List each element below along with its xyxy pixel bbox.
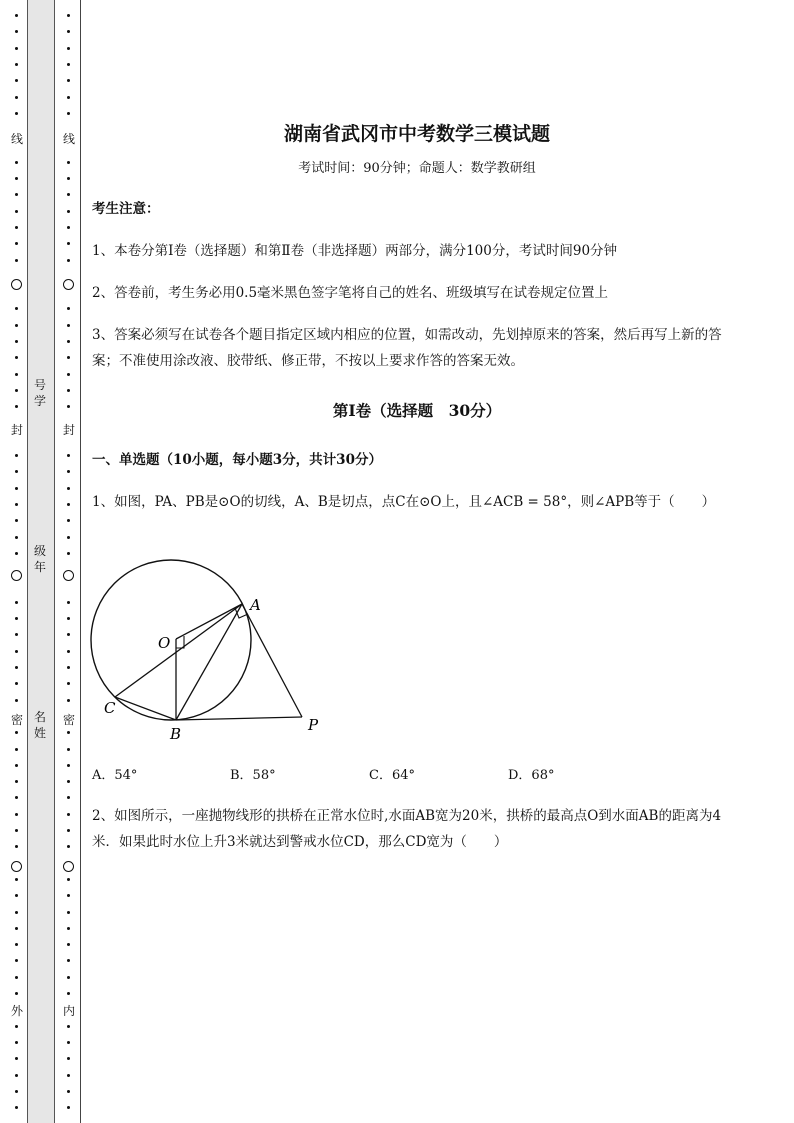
- binding-dot: [67, 161, 70, 164]
- binding-dot: [67, 601, 70, 604]
- name-label: 名 姓: [33, 710, 46, 740]
- binding-text-mark: 外: [10, 1004, 23, 1018]
- binding-dot: [67, 79, 70, 82]
- binding-dot: [67, 47, 70, 50]
- notice-item-3: 3、答案必须写在试卷各个题目指定区域内相应的位置，如需改动，先划掉原来的答案，然后再写上新的答案；不准使用涂改液、胶带纸、修正带，不按以上要求作答的答案无效。: [92, 327, 722, 369]
- label-b: B: [170, 725, 182, 743]
- binding-dot: [67, 1074, 70, 1077]
- binding-dot: [15, 976, 18, 979]
- binding-dot: [15, 536, 18, 539]
- question-1: 1、如图，PA、PB是⊙O的切线，A、B是切点，点C在⊙O上，且∠ACB = 58°，则∠APB等于（ ）: [92, 494, 716, 510]
- binding-dot: [15, 878, 18, 881]
- binding-dot: [67, 666, 70, 669]
- binding-dot: [67, 307, 70, 310]
- binding-dot: [67, 682, 70, 685]
- binding-dot: [15, 552, 18, 555]
- binding-dot: [15, 992, 18, 995]
- chord-ca: [115, 604, 242, 697]
- binding-dot: [15, 112, 18, 115]
- binding-dot: [15, 226, 18, 229]
- binding-dot: [15, 79, 18, 82]
- binding-dot: [15, 943, 18, 946]
- q1-option-b[interactable]: B．58°: [230, 768, 276, 783]
- binding-dot: [67, 992, 70, 995]
- binding-dot: [15, 894, 18, 897]
- q1-figure: [88, 550, 328, 745]
- binding-dot: [67, 259, 70, 262]
- binding-circle-mark: [63, 861, 74, 872]
- binding-dot: [15, 454, 18, 457]
- q1-option-d[interactable]: D．68°: [508, 768, 555, 783]
- binding-dot: [67, 536, 70, 539]
- binding-dot: [67, 14, 70, 17]
- binding-dot: [67, 405, 70, 408]
- binding-dot: [67, 699, 70, 702]
- binding-text-mark: 线: [62, 132, 75, 146]
- binding-dot: [15, 193, 18, 196]
- binding-dot: [15, 780, 18, 783]
- q1-option-a[interactable]: A．54°: [92, 768, 138, 783]
- binding-dot: [67, 1106, 70, 1109]
- binding-circle-mark: [63, 279, 74, 290]
- binding-dot: [67, 193, 70, 196]
- binding-dot: [15, 340, 18, 343]
- tangent-pa: [242, 604, 302, 717]
- binding-dot: [67, 617, 70, 620]
- binding-dot: [67, 927, 70, 930]
- binding-dot: [67, 943, 70, 946]
- binding-dot: [15, 487, 18, 490]
- binding-dot: [67, 796, 70, 799]
- binding-dot: [67, 210, 70, 213]
- binding-dot: [67, 552, 70, 555]
- binding-dot: [15, 177, 18, 180]
- binding-dot: [15, 1025, 18, 1028]
- binding-dot: [15, 161, 18, 164]
- binding-dot: [15, 14, 18, 17]
- binding-dot: [15, 1041, 18, 1044]
- binding-dot: [15, 633, 18, 636]
- binding-dot: [67, 389, 70, 392]
- inner-dotted-line: [62, 0, 76, 1123]
- binding-dot: [67, 454, 70, 457]
- binding-dot: [67, 226, 70, 229]
- student-id-label: 号 学: [33, 378, 46, 408]
- binding-dot: [67, 911, 70, 914]
- binding-dot: [15, 601, 18, 604]
- binding-circle-mark: [63, 570, 74, 581]
- binding-dot: [67, 878, 70, 881]
- binding-dot: [15, 617, 18, 620]
- binding-dot: [67, 30, 70, 33]
- binding-dot: [15, 470, 18, 473]
- binding-dot: [15, 699, 18, 702]
- exam-info: 考试时间：90分钟；命题人：数学教研组: [298, 161, 536, 176]
- binding-dot: [67, 650, 70, 653]
- binding-dot: [15, 764, 18, 767]
- binding-dot: [67, 1025, 70, 1028]
- binding-text-mark: 内: [62, 1004, 75, 1018]
- binding-text-mark: 线: [10, 132, 23, 146]
- binding-dot: [67, 470, 70, 473]
- binding-dot: [67, 242, 70, 245]
- binding-dot: [67, 503, 70, 506]
- outer-dotted-line: [10, 0, 24, 1123]
- notice-item-2: 2、答卷前，考生务必用0.5毫米黑色签字笔将自己的姓名、班级填写在试卷规定位置上: [92, 285, 609, 301]
- binding-dot: [67, 1057, 70, 1060]
- binding-dot: [67, 63, 70, 66]
- binding-dot: [15, 389, 18, 392]
- notice-heading: 考生注意：: [92, 201, 160, 217]
- binding-dot: [67, 1090, 70, 1093]
- binding-dot: [15, 731, 18, 734]
- binding-dot: [15, 1090, 18, 1093]
- binding-dot: [67, 96, 70, 99]
- binding-dot: [15, 356, 18, 359]
- binding-dot: [15, 519, 18, 522]
- binding-dot: [15, 845, 18, 848]
- binding-dot: [15, 813, 18, 816]
- binding-dot: [15, 1074, 18, 1077]
- binding-dot: [15, 324, 18, 327]
- notice-item-1: 1、本卷分第I卷（选择题）和第Ⅱ卷（非选择题）两部分，满分100分，考试时间90分钟: [92, 243, 618, 259]
- q1-option-c[interactable]: C．64°: [369, 768, 415, 783]
- binding-margin: [0, 0, 82, 1123]
- binding-dot: [15, 1057, 18, 1060]
- binding-dot: [67, 633, 70, 636]
- binding-dot: [15, 373, 18, 376]
- binding-dot: [67, 845, 70, 848]
- binding-dot: [15, 242, 18, 245]
- binding-dot: [67, 519, 70, 522]
- binding-dot: [15, 47, 18, 50]
- binding-dot: [15, 829, 18, 832]
- binding-dot: [67, 487, 70, 490]
- binding-dot: [15, 307, 18, 310]
- binding-dot: [67, 731, 70, 734]
- binding-dot: [15, 63, 18, 66]
- binding-dot: [67, 813, 70, 816]
- binding-text-mark: 密: [10, 713, 23, 727]
- binding-rule: [80, 0, 81, 1123]
- page-title: 湖南省武冈市中考数学三模试题: [283, 123, 550, 145]
- part-heading: 一、单选题（10小题，每小题3分，共计30分）: [92, 452, 382, 468]
- binding-dot: [67, 894, 70, 897]
- binding-dot: [15, 650, 18, 653]
- binding-dot: [67, 976, 70, 979]
- binding-dot: [15, 666, 18, 669]
- binding-dot: [15, 259, 18, 262]
- label-p: P: [308, 716, 319, 734]
- binding-text-mark: 封: [62, 423, 75, 437]
- binding-dot: [15, 796, 18, 799]
- binding-dot: [15, 1106, 18, 1109]
- binding-dot: [15, 405, 18, 408]
- binding-dot: [15, 927, 18, 930]
- binding-text-mark: 密: [62, 713, 75, 727]
- binding-dot: [15, 911, 18, 914]
- tangent-pb: [176, 717, 302, 720]
- binding-dot: [67, 356, 70, 359]
- label-c: C: [104, 699, 116, 717]
- circle-o: [91, 560, 251, 720]
- binding-dot: [15, 748, 18, 751]
- binding-dot: [15, 682, 18, 685]
- binding-dot: [15, 959, 18, 962]
- binding-dot: [67, 780, 70, 783]
- binding-dot: [67, 959, 70, 962]
- binding-dot: [67, 177, 70, 180]
- binding-dot: [15, 30, 18, 33]
- section-title: 第I卷（选择题 30分）: [332, 401, 502, 420]
- question-2: 2、如图所示，一座抛物线形的拱桥在正常水位时,水面AB宽为20米，拱桥的最高点O到水面AB的距离为4米．如果此时水位上升3米就达到警戒水位CD，那么CD宽为（ ）: [92, 808, 722, 850]
- binding-dot: [67, 1041, 70, 1044]
- binding-dot: [67, 340, 70, 343]
- binding-dot: [67, 112, 70, 115]
- binding-circle-mark: [11, 570, 22, 581]
- binding-dot: [67, 748, 70, 751]
- binding-dot: [15, 503, 18, 506]
- class-label: 级 年: [33, 544, 46, 574]
- binding-circle-mark: [11, 861, 22, 872]
- binding-dot: [67, 373, 70, 376]
- binding-dot: [67, 764, 70, 767]
- label-o: O: [158, 634, 171, 652]
- binding-text-mark: 封: [10, 423, 23, 437]
- binding-dot: [67, 324, 70, 327]
- binding-circle-mark: [11, 279, 22, 290]
- binding-dot: [67, 829, 70, 832]
- label-a: A: [250, 596, 261, 614]
- binding-dot: [15, 96, 18, 99]
- binding-dot: [15, 210, 18, 213]
